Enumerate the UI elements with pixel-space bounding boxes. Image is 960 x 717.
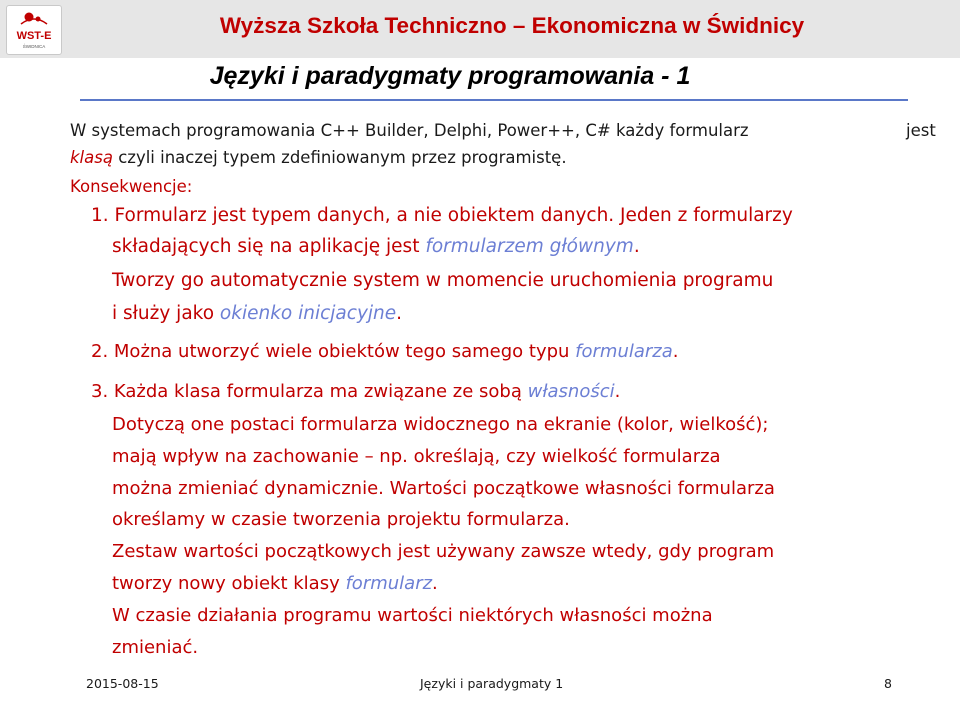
intro-line-1-end: jest [906,121,936,140]
header-bar [0,0,960,58]
point-2-end: . [672,341,679,362]
point-3-line-7-end: . [432,573,438,594]
point-1-line-1: 1. Formularz jest typem danych, a nie obiektem danych. Jeden z formularzy [91,205,793,226]
point-3-line-7-text: tworzy nowy obiekt klasy [112,573,346,594]
point-1-line-4-end: . [396,303,403,324]
point-3-line-1-text: 3. Każda klasa formularza ma związane ze sobą [91,381,528,402]
intro-line-1 [70,121,950,140]
point-1-line-2-end: . [633,236,640,257]
point-3-line-7 [112,573,438,594]
logo-graphic [7,6,61,54]
logo-subtext: ŚWIDNICA [22,44,46,49]
intro-line-2-text: czyli inaczej typem zdefiniowanym przez programistę. [112,148,567,167]
keyword-okienko-inicjacyjne: okienko inicjacyjne [219,303,397,324]
footer-date: 2015-08-15 [86,676,159,691]
school-name: Wyższa Szkoła Techniczno – Ekonomiczna w Świdnicy [219,13,805,38]
title-underline [80,99,908,101]
keyword-formularz: formularz [345,573,433,594]
point-3-line-4: można zmieniać dynamicznie. Wartości początkowe własności formularza [112,478,775,499]
point-3-line-9: zmieniać. [112,637,199,658]
point-1-line-3: Tworzy go automatycznie system w momencie uruchomienia programu [112,270,774,291]
point-2-text: 2. Można utworzyć wiele obiektów tego samego typu [91,341,576,362]
point-1-line-4-text: i służy jako [112,303,220,324]
intro-line-1-text: W systemach programowania C++ Builder, Delphi, Power++, C# każdy formularz [70,121,749,140]
slide-title: Języki i paradygmaty programowania - 1 [209,62,691,90]
keyword-formularza: formularza [575,341,673,362]
point-3-line-1 [91,381,620,402]
keyword-klasa: klasą [70,148,113,167]
point-1-line-2-text: składających się na aplikację jest [112,236,426,257]
point-3-line-1-end: . [614,381,621,402]
point-1-line-2 [112,236,640,257]
point-3-line-5: określamy w czasie tworzenia projektu formularza. [112,509,570,530]
point-3-line-8: W czasie działania programu wartości niektórych własności można [112,605,713,626]
point-3-line-6: Zestaw wartości początkowych jest używany zawsze wtedy, gdy program [112,541,775,562]
footer-page-number: 8 [884,676,892,691]
intro-line-2 [70,148,950,167]
point-1-line-4 [112,303,402,324]
logo-text: WST-E [16,30,52,42]
keyword-formularz-glowny: formularzem głównym [425,236,634,257]
keyword-wlasnosci: własności [527,381,615,402]
point-3-line-2: Dotyczą one postaci formularza widocznego na ekranie (kolor, wielkość); [112,414,769,435]
point-2 [91,341,679,362]
point-3-line-3: mają wpływ na zachowanie – np. określają, czy wielkość formularza [112,446,721,467]
consequences-heading: Konsekwencje: [70,177,193,196]
footer-course: Języki i paradygmaty 1 [420,676,564,691]
school-logo [6,5,62,55]
